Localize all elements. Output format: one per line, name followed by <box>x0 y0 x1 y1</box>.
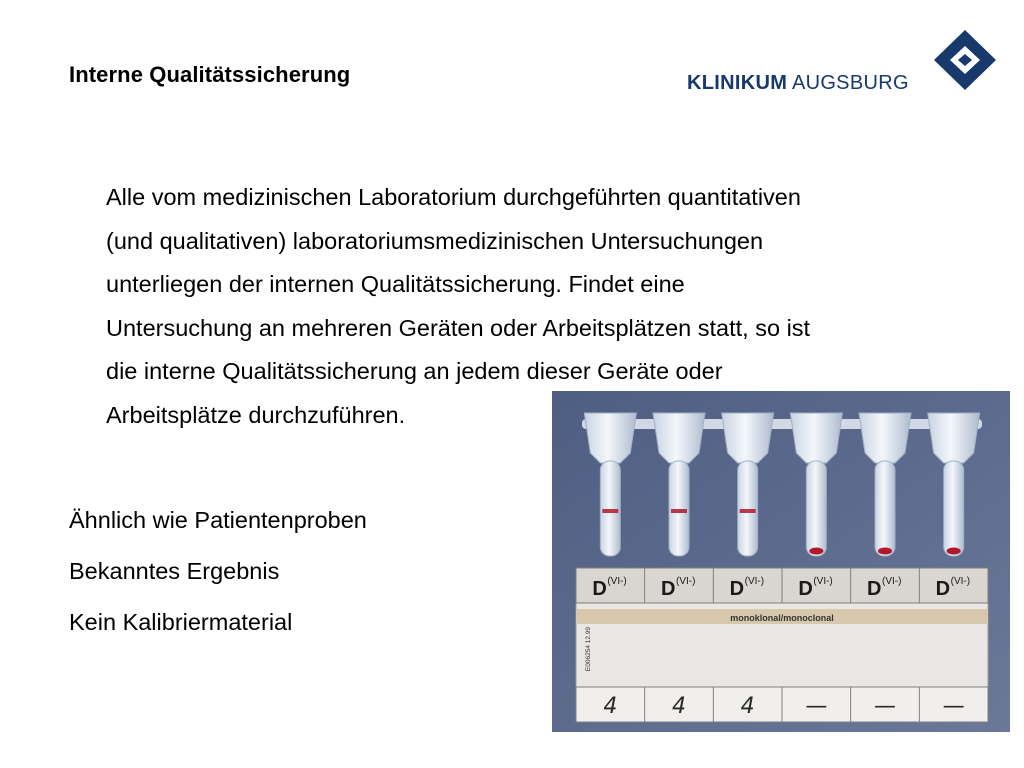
column-label: D <box>661 578 676 600</box>
result-mark: — <box>874 694 896 719</box>
paragraph-line: Alle vom medizinischen Laboratorium durchgeführten quantitativen <box>106 184 801 210</box>
paragraph-line: (und qualitativen) laboratoriumsmedizinischen Untersuchungen <box>106 227 764 254</box>
logo-text <box>687 72 909 95</box>
column-label: D <box>798 578 813 600</box>
logo-text-augsburg: AUGSBURG <box>791 72 909 94</box>
list-item: Ähnlich wie Patientenproben <box>69 507 367 533</box>
bullet-list <box>69 498 367 651</box>
paragraph-line: Arbeitsplätze durchzuführen. <box>106 401 406 428</box>
column-label-superscript: (VI-) <box>607 576 627 587</box>
list-item: Kein Kalibriermaterial <box>69 609 293 635</box>
column-label: D <box>935 578 951 600</box>
list-item: Bekanntes Ergebnis <box>69 558 280 584</box>
result-mark: 4 <box>603 694 618 719</box>
result-mark: — <box>942 694 965 719</box>
blood-typing-test-card-photo <box>552 391 1010 732</box>
result-mark: 4 <box>740 694 755 719</box>
strip-label: monoklonal/monoclonal <box>730 613 834 623</box>
column-label-superscript: (VI-) <box>882 576 902 587</box>
result-mark: — <box>805 694 828 719</box>
slide-title: Interne Qualitätssicherung <box>69 62 351 87</box>
logo-text-klinikum: KLINIKUM <box>687 72 788 94</box>
column-label: D <box>729 578 745 600</box>
paragraph-line: die interne Qualitätssicherung an jedem dieser Geräte oder <box>106 358 723 384</box>
column-label-superscript: (VI-) <box>950 576 971 587</box>
column-label: D <box>867 578 882 600</box>
column-label-superscript: (VI-) <box>744 576 765 587</box>
paragraph-line: Untersuchung an mehreren Geräten oder Arbeitsplätzen statt, so ist <box>106 314 811 341</box>
column-label-superscript: (VI-) <box>813 576 833 587</box>
side-code: E006254 12.99 <box>585 626 592 672</box>
klinikum-logo-icon <box>932 28 998 92</box>
result-mark: 4 <box>672 694 686 719</box>
column-label-superscript: (VI-) <box>676 576 696 587</box>
paragraph-line: unterliegen der internen Qualitätssicherung. Findet eine <box>106 271 685 297</box>
column-label: D <box>592 578 607 600</box>
